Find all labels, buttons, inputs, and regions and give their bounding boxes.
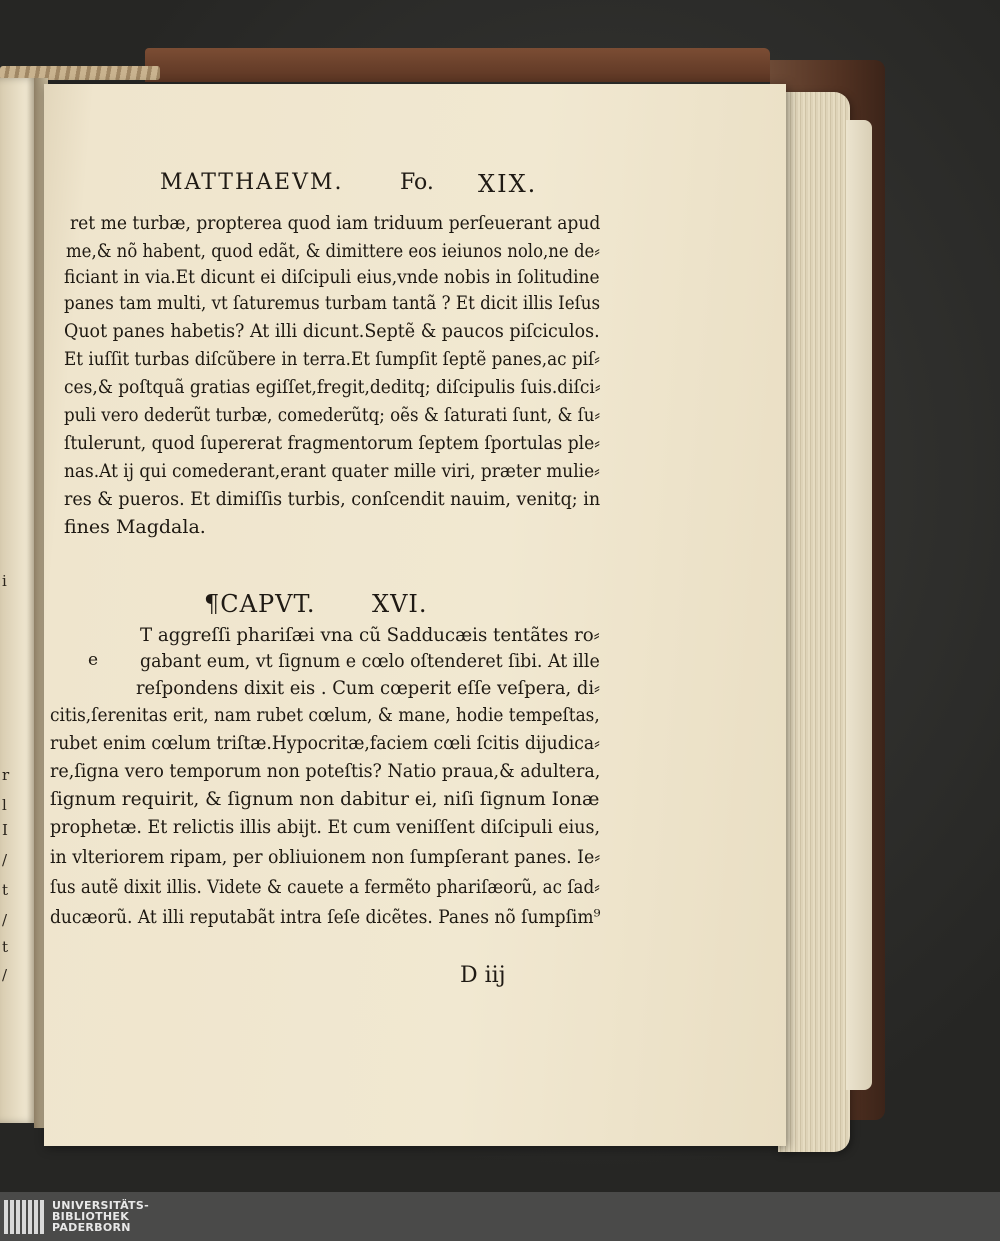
text-line: ces,& poſtquã gratias egiſſet,fregit,deditq; diſcipulis ſuis.diſci⸗ <box>64 376 601 398</box>
text-line: ſus autẽ dixit illis. Videte & cauete a fermẽto phariſæorũ, ac ſad⸗ <box>50 876 600 898</box>
chapter-label: ¶CAPVT. <box>204 590 316 618</box>
left-page-fragment: / <box>2 851 8 869</box>
logo-line: BIBLIOTHEK <box>52 1210 130 1223</box>
text-line: Et iuſſit turbas diſcũbere in terra.Et ſumpſit ſeptẽ panes,ac piſ⸗ <box>64 348 600 370</box>
text-line: me,& nõ habent, quod edãt, & dimittere eos ieiunos nolo,ne de⸗ <box>66 240 600 262</box>
page-edges-inner <box>846 120 872 1090</box>
text-line: ſtulerunt, quod ſupererat fragmentorum ſeptem ſportulas ple⸗ <box>64 432 600 454</box>
text-line: ficiant in via.Et dicunt ei diſcipuli eius,vnde nobis in ſolitudine <box>64 266 600 288</box>
text-line: reſpondens dixit eis . Cum cœperit eſſe veſpera, di⸗ <box>136 677 601 699</box>
left-page <box>0 78 38 1123</box>
text-line: res & pueros. Et dimiſſis turbis, conſcendit nauim, venitq; in <box>64 488 601 510</box>
library-logo-text <box>52 1200 149 1233</box>
page-edges <box>778 92 850 1152</box>
left-page-fragment: l <box>2 796 7 814</box>
logo-line: PADERBORN <box>52 1221 131 1234</box>
folio-label: Fo. <box>400 170 434 195</box>
text-line: prophetæ. Et relictis illis abijt. Et cum veniſſent diſcipuli eius, <box>50 816 601 838</box>
chapter-heading <box>204 590 464 624</box>
text-line: fines Magdala. <box>64 516 206 538</box>
text-line: ſignum requirit, & ſignum non dabitur ei, niſi ſignum Ionæ <box>50 788 600 810</box>
left-page-fragment: r <box>2 766 10 784</box>
signature-mark: D iij <box>460 963 506 988</box>
left-page-fragment: i <box>2 572 7 590</box>
running-head <box>160 170 560 206</box>
library-logo-icon <box>4 1200 48 1234</box>
left-page-fragment: t <box>2 938 9 956</box>
text-line: T aggreſſi phariſæi vna cũ Sadducæis tentãtes ro⸗ <box>140 624 600 646</box>
text-line: gabant eum, vt ſignum e cœlo oſtenderet ſibi. At ille <box>140 650 600 672</box>
left-page-fragment: t <box>2 881 9 899</box>
chapter-number: XVI. <box>372 590 428 618</box>
text-line: ducæorũ. At illi reputabãt intra ſeſe dicẽtes. Panes nõ ſumpſim⁹ <box>50 906 601 928</box>
text-line: ret me turbæ, propterea quod iam triduum perſeuerant apud <box>70 212 601 234</box>
left-page-fragment: / <box>2 911 8 929</box>
logo-line: UNIVERSITÄTS- <box>52 1199 149 1212</box>
left-page-fragment: I <box>2 821 8 839</box>
text-line: rubet enim cœlum triſtæ.Hypocritæ,faciem cœli ſcitis dijudica⸗ <box>50 732 600 754</box>
text-line: citis,ſerenitas erit, nam rubet cœlum, & mane, hodie tempeſtas, <box>50 704 600 726</box>
left-page-fragment: / <box>2 966 8 984</box>
book-cover-top <box>145 48 770 82</box>
text-line: nas.At ij qui comederant,erant quater mille viri, præter mulie⸗ <box>64 460 600 482</box>
text-line: puli vero dederũt turbæ, comederũtq; oẽs & ſaturati ſunt, & ſu⸗ <box>64 404 601 426</box>
running-head-title: MATTHAEVM. <box>160 170 344 195</box>
guide-letter: e <box>88 650 99 670</box>
text-line: panes tam multi, vt ſaturemus turbam tantã ? Et dicit illis Ieſus <box>64 292 601 314</box>
text-line: Quot panes habetis? At illi dicunt.Septẽ & paucos piſciculos. <box>64 320 600 342</box>
folio-number: XIX. <box>478 170 538 198</box>
text-line: re,ſigna vero temporum non poteſtis? Natio praua,& adultera, <box>50 760 601 782</box>
text-line: in vlteriorem ripam, per obliuionem non ſumpſerant panes. Ie⸗ <box>50 846 601 868</box>
footer-bar <box>0 1192 1000 1241</box>
